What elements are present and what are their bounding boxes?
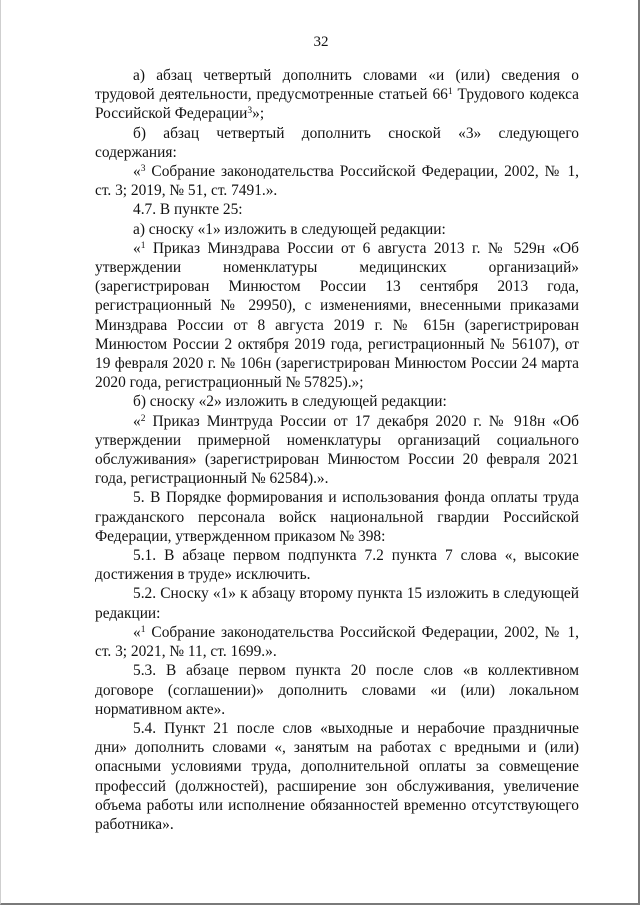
paragraph-5-2: 5.2. Сноску «1» к абзацу второму пункта 15 изложить в следующей редакции: [95,585,579,622]
paragraph-4-7: 4.7. В пункте 25: [133,201,243,219]
paragraph-5: 5. В Порядке формирования и использования фонда оплаты труда гражданского персонала войск национальной гвардии Российской Федерации, утвержденном приказом № 398: [95,489,579,545]
page-number: 32 [313,34,329,50]
paragraph-footnote-2-mintrud: «$^2$ Приказ Минтруда России от 17 декабря 2020 г. № 918н «Об утверждении примерной номенклатуры организаций социального обслуживания» (зарегистрирован Минюстом России 20 февраля 2021 года, регистрационный № 62584).». [95,412,579,488]
footnote-marker: 1 [447,87,453,98]
paragraph-footnote-1-sobranie: «$^1$ Собрание законодательства Российской Федерации, 2002, № 1, ст. 3; 2021, № 11, ст. 1699.». [95,623,579,661]
paragraph-5-4: 5.4. Пункт 21 после слов «выходные и нерабочие праздничные дни» дополнить словами «, занятым на работах с вредными и (или) опасными условиями труда, дополнительной оплаты за совмещение профессий (должностей), расширение зон обслуживания, увеличение объема работы или исполнение обязанностей временно отсутствующего работника». [95,719,579,833]
paragraph-footnote-3: «$^3$ Собрание законодательства Российской Федерации, 2002, № 1, ст. 3; 2019, № 51, ст. 7491.». [95,163,579,200]
paragraph-a-abzac-chetvertyi: а) абзац четвертый дополнить словами «и (или) сведения о трудовой деятельности, предусмотренные статьей $66^1$ Трудового кодекса Российской Федерации$^3$»; [95,67,579,123]
paragraph-footnote-1-minzdrav: «$^1$ Приказ Минздрава России от 6 августа 2013 г. № 529н «Об утверждении номенклатуры медицинских организаций» (зарегистрирован Минюстом России 13 сентября 2013 года, регистрационный № 29950), с изменениями, внесенными приказами Минздрава России от 8 августа 2019 г. № 615н (зарегистрирован Минюстом России 2 октября 2019 года, регистрационный № 56107), от 19 февраля 2020 г. № 106н (зарегистрирован Минюстом России 24 марта 2020 года, регистрационный № 57825).»; [95,239,579,392]
footnote-marker: 1 [140,240,146,251]
footnote-marker: 2 [140,413,146,424]
footnote-marker: 1 [140,624,146,635]
paragraph-b-abzac-snoska: б) абзац четвертый дополнить сноской «3» следующего содержания: [95,124,579,161]
paragraph-a-snosku-1: а) сноску «1» изложить в следующей редакции: [133,220,446,238]
footnote-marker: 3 [140,164,146,175]
paragraph-5-1: 5.1. В абзаце первом подпункта 7.2 пункта 7 слова «, высокие достижения в труде» исключить. [95,547,579,584]
paragraph-b-snosku-2: б) сноску «2» изложить в следующей редакции: [133,393,447,411]
footnote-marker: 3 [247,106,253,117]
document-body [95,66,579,834]
paragraph-5-3: 5.3. В абзаце первом пункта 20 после слов «в коллективном договоре (соглашении)» дополнить словами «и (или) локальном нормативном акте». [95,662,579,718]
